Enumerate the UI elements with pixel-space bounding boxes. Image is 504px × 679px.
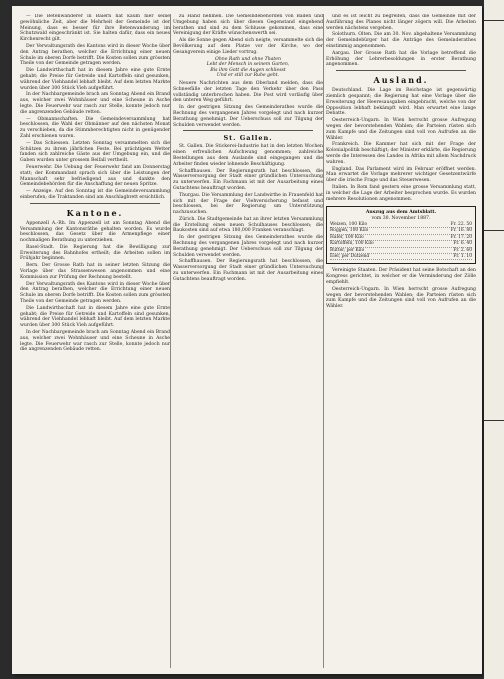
section-divider (30, 203, 160, 204)
article-paragraph: St. Gallen. Die Stickerei-Industrie hat in den letzten Wochen einen erfreulichen Aufschwung genommen; zahlreiche Bestellungen aus dem Auslande sind eingegangen und die Arbeiter finden wieder lohnende Beschäftigung. (173, 144, 323, 167)
newspaper-page (12, 6, 482, 674)
article-paragraph: Vereinigte Staaten. Der Präsident hat seine Botschaft an den Kongress gerichtet, in welcher er die Verminderung der Zölle empfiehlt. (326, 268, 476, 285)
section-heading-ausland: Ausland. (373, 75, 429, 86)
section-divider (336, 70, 466, 71)
market-item: Weizen, 100 Kilo (330, 221, 368, 227)
market-item: Butter, per Kilo (330, 247, 365, 253)
market-price: Fr. 17. 20 (450, 234, 472, 240)
section-heading-st-gallen: St. Gallen. (223, 134, 273, 143)
column-right (326, 14, 476, 668)
section-heading-kantone: Kantone. (66, 207, 124, 218)
poem-line: Bis ihm Gott die Augen schliesst (210, 67, 286, 73)
market-price: Fr. 2. 60 (453, 247, 472, 253)
article-paragraph: Neuere Nachrichten aus dem Oberland melden, dass die Schneefälle der letzten Tage den Verkehr über den Pass vollständig unterbrochen haben. Die Post wird vorläufig über den unteren Weg geführt. (173, 80, 323, 104)
column-middle (173, 14, 323, 668)
column-divider (170, 14, 171, 668)
market-date: vom 30. November 1887. (371, 216, 431, 222)
article-paragraph: Italien. In Rom fand gestern eine grosse Versammlung statt, in welcher die Lage der Arbeiter besprochen wurde. Es wurden mehrere Resolutionen angenommen. (326, 184, 476, 202)
article-paragraph: Als die Sonne gegen Abend sich neigte, versammelte sich die Bevölkerung auf dem Platze vor der Kirche, wo der Gesangverein einige Lieder vortrug. (173, 38, 323, 55)
market-price: Fr. 16. 80 (450, 228, 472, 234)
article-paragraph: Der Verwaltungsrath des Kantons wird in dieser Woche über den Antrag berathen, welcher die Errichtung einer neuen Schule im oberen Dorfe betrifft. Die Kosten sollen zum grössten Theile von der Gemeinde getragen werden. (20, 43, 170, 67)
article-paragraph: Die Landwirthschaft hat in diesem Jahre eine gute Ernte gehabt; die Preise für Getreide und Kartoffeln sind gesunken, während der Viehhandel lebhaft bleibt. Auf dem letzten Markte wurden über 300 Stück Vieh aufgeführt. (20, 305, 170, 329)
article-paragraph: — Die Betenwanderer in Baiern hat kaum hier seine gewöhnliche Zeit, aber die Mehrheit der Gemeinde ist der Meinung, dass es besser für ihre Betenwanderung im Schutzwald eingeschränkt ist. Sie halten dafür, dass ein neues Kirchenrecht gilt. (20, 14, 170, 43)
article-paragraph: Schaffhausen. Der Regierungsrath hat beschlossen, die Wasserversorgung der Stadt einer gründlichen Untersuchung zu unterwerfen. Ein Fachmann ist mit der Ausarbeitung eines Gutachtens beauftragt worden. (173, 259, 323, 282)
adjacent-page-edge (484, 0, 504, 679)
poem-block (173, 57, 323, 79)
article-paragraph: Solothurn. Olten. Die am 30. Nov. abgehaltene Versammlung der Gemeindebürger hat die Anträge des Gemeinderathes einstimmig angenommen. (326, 32, 476, 49)
article-paragraph: In der Nachbargemeinde brach am Sonntag Abend ein Brand aus, welcher zwei Wohnhäuser und eine Scheune in Asche legte. Die Feuerwehr war rasch zur Stelle, konnte jedoch nur die angrenzenden Gebäude retten. (20, 92, 170, 115)
article-paragraph: In der gestrigen Sitzung des Gemeinderathes wurde die Rechnung des vergangenen Jahres vorgelegt und nach kurzer Berathung genehmigt. Der Ueberschuss soll zur Tilgung der Schulden verwendet werden. (173, 235, 323, 258)
article-paragraph: Frankreich. Die Kammer hat sich mit der Frage der Kolonialpolitik beschäftigt; der Minister erklärte, die Regierung werde die Interessen des Landes in Afrika mit allem Nachdruck wahren. (326, 142, 476, 165)
article-paragraph: Bern. Der Grosse Rath hat in seiner letzten Sitzung die Vorlage über das Strassenwesen angenommen und eine Kommission zur Prüfung der Rechnung bestellt. (20, 263, 170, 280)
article-paragraph: Basel-Stadt. Die Regierung hat die Bewilligung zur Erweiterung des Bahnhofes ertheilt; die Arbeiten sollen im Frühjahr beginnen. (20, 244, 170, 262)
article-paragraph: Zürich. Die Stadtgemeinde hat an ihrer letzten Versammlung die Erstellung eines neuen Schulhauses beschlossen; die Baukosten sind auf etwa 180,000 Franken veranschlagt. (173, 216, 323, 234)
article-paragraph: — Anzeige. Auf den Sonntag ist die Gemeindeversammlung einberufen; die Traktanden sind am Anschlagbrett ersichtlich. (20, 189, 170, 200)
market-item: Hafer, 100 Kilo (330, 234, 364, 240)
article-paragraph: Thurgau. Die Versammlung der Landwirthe in Frauenfeld hat sich mit der Frage der Viehversicherung befasst und beschlossen, bei der Regierung um Unterstützung nachzusuchen. (173, 192, 323, 216)
page-edge-rule (484, 20, 504, 21)
article-paragraph: In der Nachbargemeinde brach am Sonntag Abend ein Brand aus, welcher zwei Wohnhäuser und eine Scheune in Asche legte. Die Feuerwehr war rasch zur Stelle, konnte jedoch nur die angrenzenden Gebäude retten. (20, 330, 170, 353)
poem-line: Ohne Rath und ohne Thaten (215, 56, 281, 62)
article-paragraph: Oesterreich-Ungarn. In Wien herrscht grosse Aufregung wegen der bevorstehenden Wahlen; die Parteien rüsten sich zum Kampfe und die Zeitungen sind voll von Aufrufen an die Wähler. (326, 286, 476, 310)
article-paragraph: Schaffhausen. Der Regierungsrath hat beschlossen, die Wasserversorgung der Stadt einer gründlichen Untersuchung zu unterwerfen. Ein Fachmann ist mit der Ausarbeitung eines Gutachtens beauftragt worden. (173, 168, 323, 191)
page-edge-rule (484, 230, 504, 231)
page-edge-rule (484, 420, 504, 421)
article-paragraph: In der gestrigen Sitzung des Gemeinderathes wurde die Rechnung des vergangenen Jahres vorgelegt und nach kurzer Berathung genehmigt. Der Ueberschuss soll zur Tilgung der Schulden verwendet werden. (173, 105, 323, 128)
article-paragraph: zu Hand nehmen. Die Gemeindebehörden von Baden und Umgebung haben sich über diesen Gegenstand eingehend berathen und sind zu dem Schlusse gekommen, dass eine Vereinigung der Kräfte wünschenswerth sei. (173, 14, 323, 37)
market-price: Fr. 22. 50 (450, 221, 472, 227)
section-divider (183, 130, 313, 131)
article-paragraph: — Das Schiessen. Letzten Sonntag versammelten sich die Schützen zu ihrem jährlichen Feste. Bei prächtigem Wetter fanden sich zahlreiche Gäste aus der Umgebung ein, und die Gaben wurden unter grossem Beifall vertheilt. (20, 140, 170, 164)
article-paragraph: Feuerwehr. Die Uebung der Feuerwehr fand am Donnerstag statt; der Kommandant sprach sich über die Leistungen der Mannschaft sehr befriedigend aus und dankte den Gemeindebehörden für die Anschaffung der neuen Spritze. (20, 164, 170, 188)
column-divider (323, 14, 324, 668)
article-paragraph: und es ist leicht zu begreifen, dass die Gemeinde mit der Ausführung des Planes nicht länger zögern will. Die Arbeiten werden nächstens vergeben. (326, 14, 476, 31)
market-item: Eier, per Dutzend (330, 253, 370, 259)
poem-line: Und er still zur Ruhe geht. (216, 73, 280, 79)
column-left (20, 14, 170, 668)
article-paragraph: Appenzell A.-Rh. Im Appenzell ist am Sonntag Abend die Versammlung der Kantonsräthe gehalten worden. Es wurde beschlossen, das Gesetz über die Armenpflege einer nochmaligen Berathung zu unterziehen. (20, 220, 170, 244)
poem-line: Lebt der Mensch in seinem Garten, (206, 62, 290, 68)
article-paragraph: Deutschland. Die Lage im Reichstage ist gegenwärtig ziemlich gespannt; die Regierung hat eine Vorlage über die Erweiterung der Heeresausgaben eingebracht, welche von der Opposition lebhaft bekämpft wird. Man erwartet eine lange Debatte. (326, 88, 476, 117)
market-row (330, 254, 472, 260)
article-paragraph: Die Landwirthschaft hat in diesem Jahre eine gute Ernte gehabt; die Preise für Getreide und Kartoffeln sind gesunken, während der Viehhandel lebhaft bleibt. Auf dem letzten Markte wurden über 300 Stück Vieh aufgeführt. (20, 68, 170, 91)
article-paragraph: Oesterreich-Ungarn. In Wien herrscht grosse Aufregung wegen der bevorstehenden Wahlen; die Parteien rüsten sich zum Kampfe und die Zeitungen sind voll von Aufrufen an die Wähler. (326, 118, 476, 141)
market-heading: Auszug aus dem Amtsblatt. (365, 210, 437, 216)
market-report-box (326, 206, 476, 264)
market-price: Fr. 1. 10 (453, 253, 472, 259)
market-item: Roggen, 100 Kilo (330, 228, 369, 234)
article-paragraph: England. Das Parlament wird im Februar eröffnet werden. Man erwartet die Vorlage mehrerer wichtiger Gesetzentwürfe über die irische Frage und das Steuerwesen. (326, 166, 476, 184)
article-paragraph: Der Verwaltungsrath des Kantons wird in dieser Woche über den Antrag berathen, welcher die Errichtung einer neuen Schule im oberen Dorfe betrifft. Die Kosten sollen zum grössten Theile von der Gemeinde getragen werden. (20, 281, 170, 305)
article-paragraph: Aargau. Der Grosse Rath hat die Vorlage betreffend die Erhöhung der Lehrerbesoldungen in erster Berathung angenommen. (326, 50, 476, 68)
market-price: Fr. 6. 40 (453, 241, 472, 247)
market-item: Kartoffeln, 100 Kilo (330, 241, 374, 247)
article-paragraph: — Obmannschaften. Die Gemeindeversammlung hat beschlossen, die Wahl der Obmänner auf den nächsten Monat zu verschieben, da die Stimmberechtigten nicht in genügender Zahl erschienen waren. (20, 116, 170, 139)
